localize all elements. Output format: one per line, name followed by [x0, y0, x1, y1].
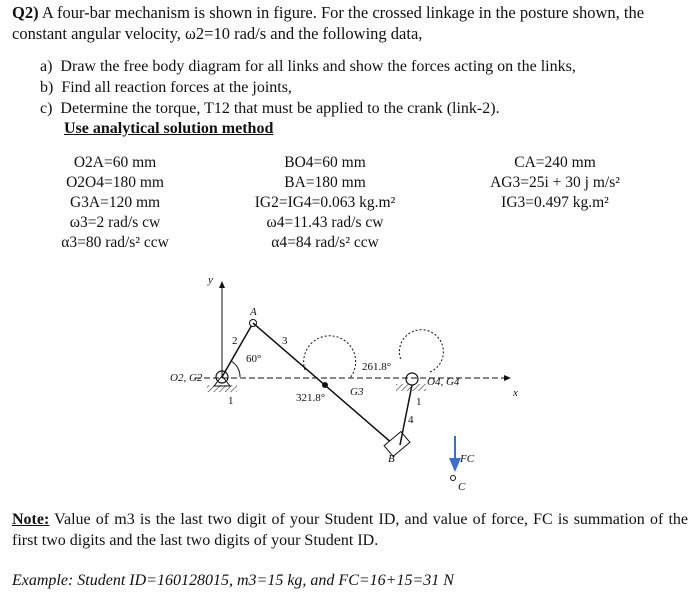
- example-line: Example: Student ID=160128015, m3=15 kg, and FC=16+15=31 N: [12, 572, 454, 589]
- question-statement: A four-bar mechanism is shown in figure. For the crossed linkage in the posture shown, the constant angular velocity, ω2=10 rad/s and the following data,: [12, 3, 645, 43]
- data-item: α3=80 rad/s² ccw: [61, 234, 169, 251]
- data-item: α4=84 rad/s² ccw: [271, 234, 379, 251]
- note-text: Value of m3 is the last two digit of your Student ID, and value of force, FC is summation of the first two digits and the last two digits of your Student ID.: [12, 511, 688, 549]
- o2-label: O2, G2: [170, 372, 203, 384]
- note-label: Note:: [12, 511, 50, 528]
- angle-321-label: 321.8°: [296, 392, 326, 404]
- g3-label: G3: [350, 386, 364, 398]
- data-item: BA=180 mm: [284, 174, 366, 191]
- point-a-label: A: [250, 306, 257, 318]
- task-a: a) Draw the free body diagram for all links and show the forces acting on the links,: [40, 58, 576, 75]
- ground-label: 1: [228, 395, 234, 407]
- x-label: x: [513, 387, 518, 399]
- data-item: ω3=2 rad/s cw: [69, 214, 161, 231]
- data-item: ω4=11.43 rad/s cw: [266, 214, 384, 231]
- force-label: FC: [460, 453, 475, 465]
- link-2-label: 2: [232, 335, 238, 347]
- joint-o4: [406, 373, 418, 385]
- g3-marker: [322, 382, 328, 388]
- point-c-marker: [451, 476, 456, 481]
- link-3-label: 3: [282, 335, 288, 347]
- question-number: Q2): [12, 3, 39, 22]
- angle-261-arc: [399, 330, 443, 372]
- data-item: O2O4=180 mm: [66, 174, 164, 191]
- ground-label: 1: [416, 396, 422, 408]
- point-b-label: B: [388, 453, 395, 465]
- point-c-label: C: [458, 481, 466, 493]
- angle-60-label: 60°: [246, 353, 262, 365]
- task-c: c) Determine the torque, T12 that must be applied to the crank (link-2).: [40, 100, 500, 117]
- data-item: CA=240 mm: [514, 154, 596, 171]
- link-2: [222, 323, 253, 377]
- link-4-label: 4: [408, 414, 414, 426]
- data-item: G3A=120 mm: [69, 194, 161, 211]
- data-item: IG3=0.497 kg.m²: [501, 194, 609, 211]
- data-item: O2A=60 mm: [73, 154, 157, 171]
- angle-60-arc: [231, 361, 240, 377]
- angle-321-arc: [304, 336, 356, 378]
- data-item: BO4=60 mm: [284, 154, 366, 171]
- data-item: AG3=25i + 30 j m/s²: [490, 174, 620, 191]
- data-item: IG2=IG4=0.063 kg.m²: [254, 194, 396, 211]
- method-heading: Use analytical solution method: [64, 120, 274, 137]
- task-b: b) Find all reaction forces at the joints,: [40, 79, 292, 96]
- y-label: y: [208, 274, 213, 286]
- note-paragraph: [12, 509, 688, 551]
- o4-label: O4, G4: [427, 376, 460, 388]
- angle-261-label: 261.8°: [362, 361, 392, 373]
